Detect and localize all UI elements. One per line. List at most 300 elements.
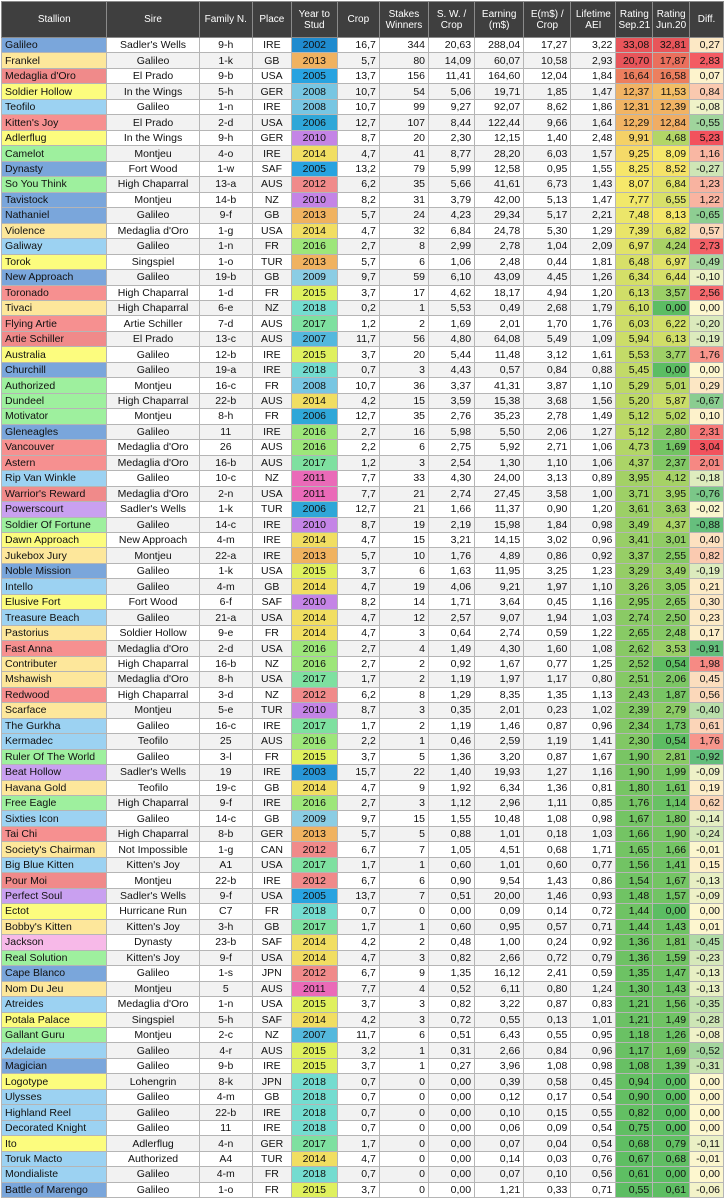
cell-rating-jun20: 1,59 [653,950,690,965]
col-header-place[interactable]: Place [252,2,291,38]
cell-earning-per-crop: 1,43 [524,873,571,888]
cell-earning: 9,54 [475,873,524,888]
cell-diff: 1,76 [690,734,724,749]
cell-diff: -0,19 [690,563,724,578]
table-row[interactable] [2,749,724,764]
table-row[interactable] [2,68,724,83]
cell-diff: 5,23 [690,130,724,145]
cell-lifetime-aei: 0,89 [571,471,616,486]
cell-stallion: Astern [2,455,107,470]
table-row[interactable] [2,1151,724,1166]
cell-rating-sep21: 4,73 [616,440,653,455]
cell-stakes-winners: 3 [379,625,428,640]
cell-family: 4-o [199,146,252,161]
table-row[interactable] [2,1028,724,1043]
cell-rating-sep21: 1,17 [616,1043,653,1058]
table-row[interactable] [2,300,724,315]
cell-rating-sep21: 1,48 [616,888,653,903]
cell-year-to-stud: 2014 [291,1151,337,1166]
cell-family: 4-n [199,1136,252,1151]
cell-sire: High Chaparral [107,285,199,300]
table-row[interactable] [2,1043,724,1058]
cell-crop: 13,7 [337,888,379,903]
cell-earning: 2,74 [475,625,524,640]
cell-rating-sep21: 3,29 [616,563,653,578]
cell-place: USA [252,610,291,625]
cell-year-to-stud: 2014 [291,1012,337,1027]
cell-lifetime-aei: 1,84 [571,68,616,83]
cell-stallion: Dynasty [2,161,107,176]
table-row[interactable] [2,38,724,53]
cell-sire: Sadler's Wells [107,502,199,517]
table-row[interactable] [2,455,724,470]
col-header-rating-sep21[interactable]: Rating Sep.21 [616,2,653,38]
cell-place: FR [252,378,291,393]
cell-family: 4-m [199,1167,252,1182]
cell-place: TUR [252,254,291,269]
col-header-sire[interactable]: Sire [107,2,199,38]
cell-diff: -0,08 [690,99,724,114]
cell-stallion: Havana Gold [2,780,107,795]
cell-place: JPN [252,1074,291,1089]
cell-sw-per-crop: 14,09 [429,53,475,68]
table-row[interactable] [2,703,724,718]
cell-family: 4-m [199,579,252,594]
cell-sw-per-crop: 0,51 [429,888,475,903]
cell-lifetime-aei: 1,20 [571,285,616,300]
table-row[interactable] [2,486,724,501]
cell-family: 26 [199,440,252,455]
cell-rating-jun20: 1,43 [653,981,690,996]
cell-crop: 9,7 [337,270,379,285]
cell-stakes-winners: 3 [379,950,428,965]
cell-rating-sep21: 12,31 [616,99,653,114]
cell-crop: 4,7 [337,950,379,965]
cell-rating-sep21: 3,95 [616,471,653,486]
cell-stallion: Ruler Of The World [2,749,107,764]
cell-earning: 27,45 [475,486,524,501]
cell-sire: Authorized [107,1151,199,1166]
cell-earning-per-crop: 0,60 [524,857,571,872]
cell-lifetime-aei: 1,47 [571,192,616,207]
cell-diff: 2,83 [690,53,724,68]
table-row[interactable] [2,254,724,269]
cell-earning: 0,06 [475,1120,524,1135]
table-row[interactable] [2,672,724,687]
cell-lifetime-aei: 0,98 [571,811,616,826]
cell-stakes-winners: 5 [379,826,428,841]
cell-sw-per-crop: 1,12 [429,795,475,810]
table-row[interactable] [2,904,724,919]
col-header-earning[interactable]: Earning (m$) [475,2,524,38]
cell-stallion: Nom Du Jeu [2,981,107,996]
table-row[interactable] [2,826,724,841]
cell-diff: -0,20 [690,316,724,331]
cell-diff: -0,19 [690,331,724,346]
cell-earning: 3,22 [475,997,524,1012]
table-row[interactable] [2,53,724,68]
cell-stakes-winners: 12 [379,610,428,625]
table-row[interactable] [2,1105,724,1120]
cell-place: AUS [252,331,291,346]
cell-family: 1-n [199,997,252,1012]
table-row[interactable] [2,857,724,872]
table-row[interactable] [2,1182,724,1197]
table-row[interactable] [2,935,724,950]
cell-place: IRE [252,146,291,161]
table-row[interactable] [2,502,724,517]
cell-year-to-stud: 2005 [291,161,337,176]
col-header-earning-per-crop[interactable]: E(m$) / Crop [524,2,571,38]
col-header-year-to-stud[interactable]: Year to Stud [291,2,337,38]
table-row[interactable] [2,579,724,594]
table-row[interactable] [2,146,724,161]
col-header-stallion[interactable]: Stallion [2,2,107,38]
cell-sire: Fort Wood [107,161,199,176]
cell-place: IRE [252,424,291,439]
table-row[interactable] [2,780,724,795]
table-row[interactable] [2,115,724,130]
table-row[interactable] [2,1089,724,1104]
cell-stallion: Ito [2,1136,107,1151]
col-header-stakes-winners[interactable]: Stakes Winners [379,2,428,38]
cell-family: 1-d [199,285,252,300]
table-row[interactable] [2,177,724,192]
cell-diff: -0,14 [690,811,724,826]
cell-rating-jun20: 1,73 [653,718,690,733]
cell-sw-per-crop: 0,52 [429,981,475,996]
cell-stallion: Mondialiste [2,1167,107,1182]
cell-diff: 0,01 [690,919,724,934]
table-row[interactable] [2,610,724,625]
cell-earning-per-crop: 1,17 [524,672,571,687]
cell-earning-per-crop: 2,06 [524,424,571,439]
cell-stallion: Soldier Of Fortune [2,517,107,532]
cell-earning-per-crop: 2,68 [524,300,571,315]
table-row[interactable] [2,950,724,965]
cell-family: 4-m [199,1089,252,1104]
cell-diff: 0,17 [690,625,724,640]
cell-family: 9-b [199,68,252,83]
cell-family: 23-b [199,935,252,950]
cell-year-to-stud: 2016 [291,641,337,656]
cell-sw-per-crop: 8,77 [429,146,475,161]
cell-stallion: Beat Hollow [2,765,107,780]
cell-rating-sep21: 0,55 [616,1182,653,1197]
cell-diff: -0,01 [690,842,724,857]
cell-sire: Kitten's Joy [107,950,199,965]
cell-family: 5-h [199,1012,252,1027]
cell-year-to-stud: 2009 [291,811,337,826]
cell-place: IRE [252,1120,291,1135]
cell-sire: Galileo [107,1058,199,1073]
table-row[interactable] [2,239,724,254]
cell-stakes-winners: 2 [379,316,428,331]
cell-sw-per-crop: 0,72 [429,1012,475,1027]
table-row[interactable] [2,765,724,780]
cell-earning-per-crop: 0,03 [524,1151,571,1166]
table-row[interactable] [2,563,724,578]
cell-sw-per-crop: 5,44 [429,347,475,362]
table-row[interactable] [2,656,724,671]
cell-sw-per-crop: 5,53 [429,300,475,315]
table-row[interactable] [2,873,724,888]
cell-sire: Galileo [107,270,199,285]
cell-sire: Teofilo [107,780,199,795]
cell-lifetime-aei: 1,56 [571,393,616,408]
cell-rating-jun20: 2,06 [653,672,690,687]
cell-sire: Galileo [107,1182,199,1197]
table-row[interactable] [2,517,724,532]
table-row[interactable] [2,1074,724,1089]
cell-earning: 2,01 [475,316,524,331]
cell-sw-per-crop: 3,37 [429,378,475,393]
table-row[interactable] [2,471,724,486]
cell-earning: 8,35 [475,687,524,702]
table-row[interactable] [2,734,724,749]
table-row[interactable] [2,409,724,424]
cell-stakes-winners: 21 [379,486,428,501]
cell-earning: 24,00 [475,471,524,486]
cell-place: FR [252,904,291,919]
cell-sire: High Chaparral [107,687,199,702]
cell-stallion: Teofilo [2,99,107,114]
cell-earning-per-crop: 1,97 [524,579,571,594]
cell-stakes-winners: 17 [379,285,428,300]
cell-lifetime-aei: 0,86 [571,873,616,888]
cell-earning-per-crop: 0,13 [524,1012,571,1027]
cell-sw-per-crop: 1,19 [429,718,475,733]
table-row[interactable] [2,1012,724,1027]
stallion-table [1,1,724,1198]
cell-stakes-winners: 80 [379,53,428,68]
cell-rating-sep21: 1,56 [616,857,653,872]
cell-family: 6-f [199,594,252,609]
cell-place: AUS [252,455,291,470]
cell-sire: In the Wings [107,84,199,99]
cell-rating-jun20: 8,09 [653,146,690,161]
cell-stakes-winners: 5 [379,749,428,764]
cell-sire: Medaglia d'Oro [107,455,199,470]
table-row[interactable] [2,1058,724,1073]
cell-family: 10-c [199,471,252,486]
cell-crop: 10,7 [337,84,379,99]
col-header-family[interactable]: Family N. [199,2,252,38]
cell-rating-jun20: 0,00 [653,1105,690,1120]
cell-diff: -0,09 [690,888,724,903]
table-row[interactable] [2,84,724,99]
col-header-rating-jun20[interactable]: Rating Jun.20 [653,2,690,38]
table-row[interactable] [2,625,724,640]
table-row[interactable] [2,641,724,656]
table-row[interactable] [2,393,724,408]
cell-crop: 8,7 [337,130,379,145]
cell-family: 8-k [199,1074,252,1089]
table-row[interactable] [2,223,724,238]
cell-earning-per-crop: 0,45 [524,594,571,609]
cell-rating-sep21: 3,37 [616,548,653,563]
cell-diff: 0,00 [690,362,724,377]
table-row[interactable] [2,687,724,702]
cell-earning-per-crop: 0,23 [524,703,571,718]
cell-sire: El Prado [107,331,199,346]
table-row[interactable] [2,888,724,903]
cell-year-to-stud: 2014 [291,223,337,238]
cell-lifetime-aei: 1,01 [571,1012,616,1027]
cell-earning-per-crop: 0,87 [524,749,571,764]
cell-year-to-stud: 2014 [291,950,337,965]
col-header-diff[interactable]: Diff. [690,2,724,38]
cell-rating-sep21: 12,29 [616,115,653,130]
cell-diff: -0,11 [690,1136,724,1151]
table-row[interactable] [2,130,724,145]
table-row[interactable] [2,842,724,857]
cell-diff: 0,30 [690,594,724,609]
table-row[interactable] [2,270,724,285]
table-row[interactable] [2,533,724,548]
cell-place: FR [252,285,291,300]
cell-sw-per-crop: 6,10 [429,270,475,285]
table-row[interactable] [2,208,724,223]
col-header-lifetime-aei[interactable]: Lifetime AEI [571,2,616,38]
cell-rating-sep21: 20,70 [616,53,653,68]
cell-year-to-stud: 2013 [291,208,337,223]
table-row[interactable] [2,548,724,563]
table-row[interactable] [2,99,724,114]
cell-crop: 0,7 [337,362,379,377]
cell-sw-per-crop: 4,30 [429,471,475,486]
cell-stakes-winners: 9 [379,780,428,795]
cell-diff: -0,35 [690,997,724,1012]
cell-rating-sep21: 2,34 [616,718,653,733]
cell-rating-jun20: 1,69 [653,440,690,455]
cell-stallion: Perfect Soul [2,888,107,903]
cell-stallion: Mshawish [2,672,107,687]
cell-place: GB [252,579,291,594]
cell-earning-per-crop: 5,49 [524,331,571,346]
cell-stallion: Pour Moi [2,873,107,888]
cell-lifetime-aei: 0,98 [571,1058,616,1073]
cell-sire: High Chaparral [107,300,199,315]
cell-earning: 41,31 [475,378,524,393]
cell-lifetime-aei: 0,71 [571,1182,616,1197]
cell-stallion: Decorated Knight [2,1120,107,1135]
table-row[interactable] [2,997,724,1012]
cell-stakes-winners: 0 [379,1151,428,1166]
cell-earning-per-crop: 1,27 [524,765,571,780]
cell-sw-per-crop: 0,00 [429,904,475,919]
cell-rating-sep21: 16,64 [616,68,653,83]
cell-rating-jun20: 0,00 [653,1074,690,1089]
cell-stakes-winners: 6 [379,563,428,578]
cell-stakes-winners: 36 [379,378,428,393]
table-row[interactable] [2,440,724,455]
cell-place: IRE [252,1058,291,1073]
table-row[interactable] [2,795,724,810]
table-row[interactable] [2,347,724,362]
table-row[interactable] [2,981,724,996]
table-row[interactable] [2,718,724,733]
cell-family: 3-h [199,919,252,934]
table-row[interactable] [2,331,724,346]
table-row[interactable] [2,378,724,393]
cell-place: AUS [252,316,291,331]
table-row[interactable] [2,594,724,609]
cell-stakes-winners: 344 [379,38,428,53]
cell-rating-sep21: 2,51 [616,672,653,687]
cell-earning: 19,93 [475,765,524,780]
cell-sire: Medaglia d'Oro [107,641,199,656]
cell-rating-sep21: 0,68 [616,1136,653,1151]
cell-place: FR [252,625,291,640]
table-row[interactable] [2,919,724,934]
table-row[interactable] [2,1120,724,1135]
cell-place: NZ [252,300,291,315]
table-row[interactable] [2,966,724,981]
table-row[interactable] [2,362,724,377]
cell-year-to-stud: 2014 [291,780,337,795]
cell-place: TUR [252,502,291,517]
cell-year-to-stud: 2013 [291,53,337,68]
cell-stallion: Powerscourt [2,502,107,517]
table-row[interactable] [2,316,724,331]
cell-lifetime-aei: 1,41 [571,734,616,749]
cell-sw-per-crop: 1,35 [429,966,475,981]
table-row[interactable] [2,161,724,176]
cell-rating-sep21: 2,39 [616,703,653,718]
cell-crop: 4,7 [337,1151,379,1166]
cell-place: USA [252,997,291,1012]
col-header-crop[interactable]: Crop [337,2,379,38]
cell-rating-sep21: 2,43 [616,687,653,702]
cell-sw-per-crop: 2,54 [429,455,475,470]
cell-place: AUS [252,177,291,192]
table-row[interactable] [2,285,724,300]
cell-lifetime-aei: 1,67 [571,749,616,764]
table-row[interactable] [2,811,724,826]
cell-year-to-stud: 2014 [291,533,337,548]
cell-sw-per-crop: 0,00 [429,1182,475,1197]
cell-earning: 11,37 [475,502,524,517]
cell-earning-per-crop: 1,10 [524,455,571,470]
cell-earning-per-crop: 0,24 [524,935,571,950]
cell-diff: -0,67 [690,393,724,408]
cell-rating-jun20: 0,79 [653,1136,690,1151]
table-row[interactable] [2,424,724,439]
cell-lifetime-aei: 0,79 [571,950,616,965]
cell-sire: Galileo [107,1105,199,1120]
cell-rating-sep21: 1,36 [616,935,653,950]
cell-place: FR [252,1167,291,1182]
table-row[interactable] [2,1167,724,1182]
cell-rating-jun20: 1,57 [653,888,690,903]
cell-sw-per-crop: 11,41 [429,68,475,83]
cell-family: 5-h [199,84,252,99]
cell-rating-jun20: 1,41 [653,857,690,872]
col-header-sw-per-crop[interactable]: S. W. / Crop [429,2,475,38]
cell-sire: Medaglia d'Oro [107,672,199,687]
cell-stakes-winners: 3 [379,362,428,377]
cell-crop: 12,7 [337,409,379,424]
cell-crop: 1,7 [337,672,379,687]
cell-sw-per-crop: 9,27 [429,99,475,114]
cell-sire: Soldier Hollow [107,625,199,640]
cell-year-to-stud: 2014 [291,610,337,625]
table-row[interactable] [2,192,724,207]
table-row[interactable] [2,1136,724,1151]
cell-earning: 60,07 [475,53,524,68]
cell-earning-per-crop: 0,18 [524,826,571,841]
